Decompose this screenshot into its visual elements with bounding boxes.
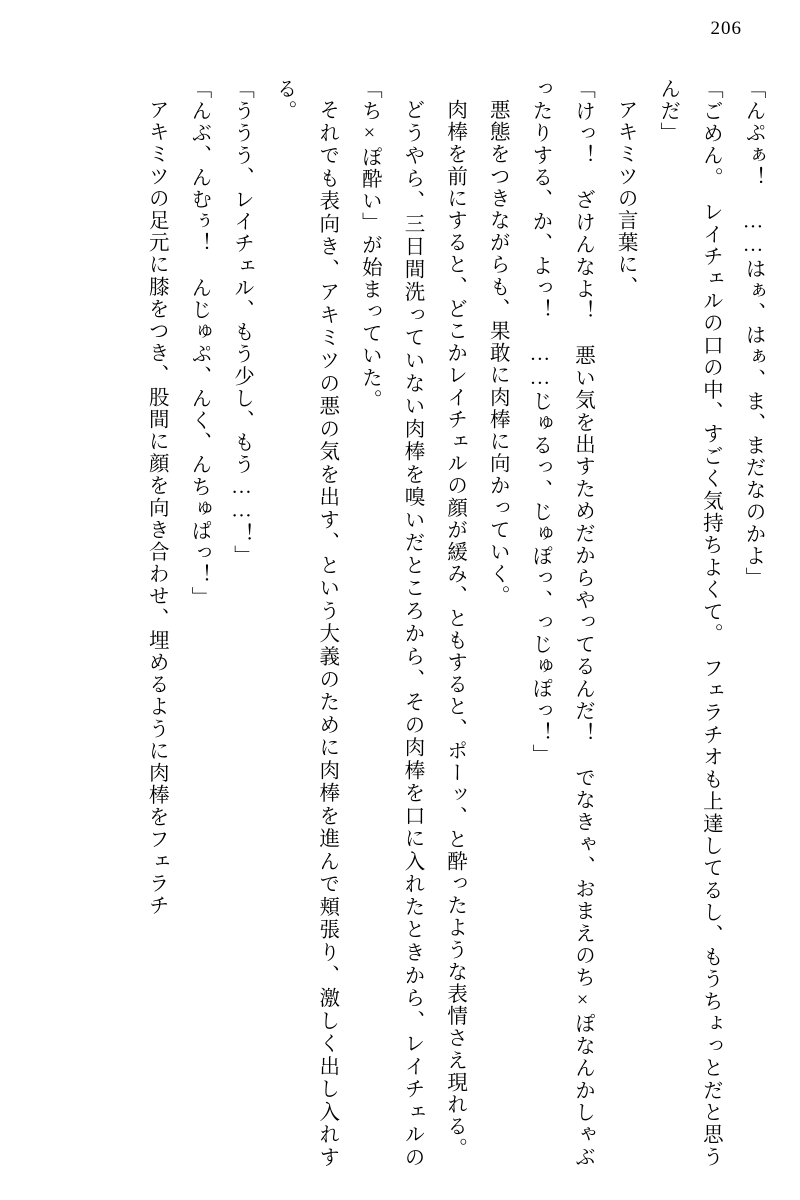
paragraph: 「ごめん。 レイチェルの口の中、すごく気持ちよくて。 フェラチオも上達してるし、もうちょっとだと思うんだ」 [656, 78, 722, 1168]
paragraph: 「ううう、レイチェル、もう少し、もう……！」 [230, 78, 253, 568]
paragraph: 「けっ！ ざけんなよ！ 悪い気を出すためだからやってるんだ！ でなきゃ、おまえのち×ぽなんかしゃぶったりする、か、よっ！ ……じゅるっ、じゅぽっ、っじゅぽっ！」 [528, 78, 594, 1168]
paragraph: 「んぷぁ！ ……はぁ、はぁ、ま、まだなのかよ」 [742, 78, 764, 590]
paragraph: アキミツの言葉に、 [614, 98, 637, 298]
paragraph: 肉棒を前にすると、どこかレイチェルの顔が緩み、ともすると、ポーッ、と酔ったような表情さえ現れる。 [443, 98, 466, 1160]
paragraph: それでも表向き、アキミツの悪の気を出す、という大義のために肉棒を進んで頬張り、激しく出し入れする。 [273, 78, 338, 1168]
page-body-text [26, 78, 774, 1168]
paragraph: どうやら、三日間洗っていない肉棒を嗅いだところから、その肉棒を口に入れたときから、レイチェルの「ち×ぽ酔い」が始まっていた。 [358, 78, 423, 1168]
paragraph: 「んぶ、んむぅ！ んじゅぷ、んく、んちゅぱっ！」 [187, 78, 210, 609]
paragraph: アキミツの足元に膝をつき、股間に顔を向き合わせ、埋めるように肉棒をフェラチ [145, 98, 168, 917]
paragraph: 悪態をつきながらも、果敢に肉棒に向かっていく。 [486, 98, 509, 607]
page-number: 206 [710, 18, 742, 39]
